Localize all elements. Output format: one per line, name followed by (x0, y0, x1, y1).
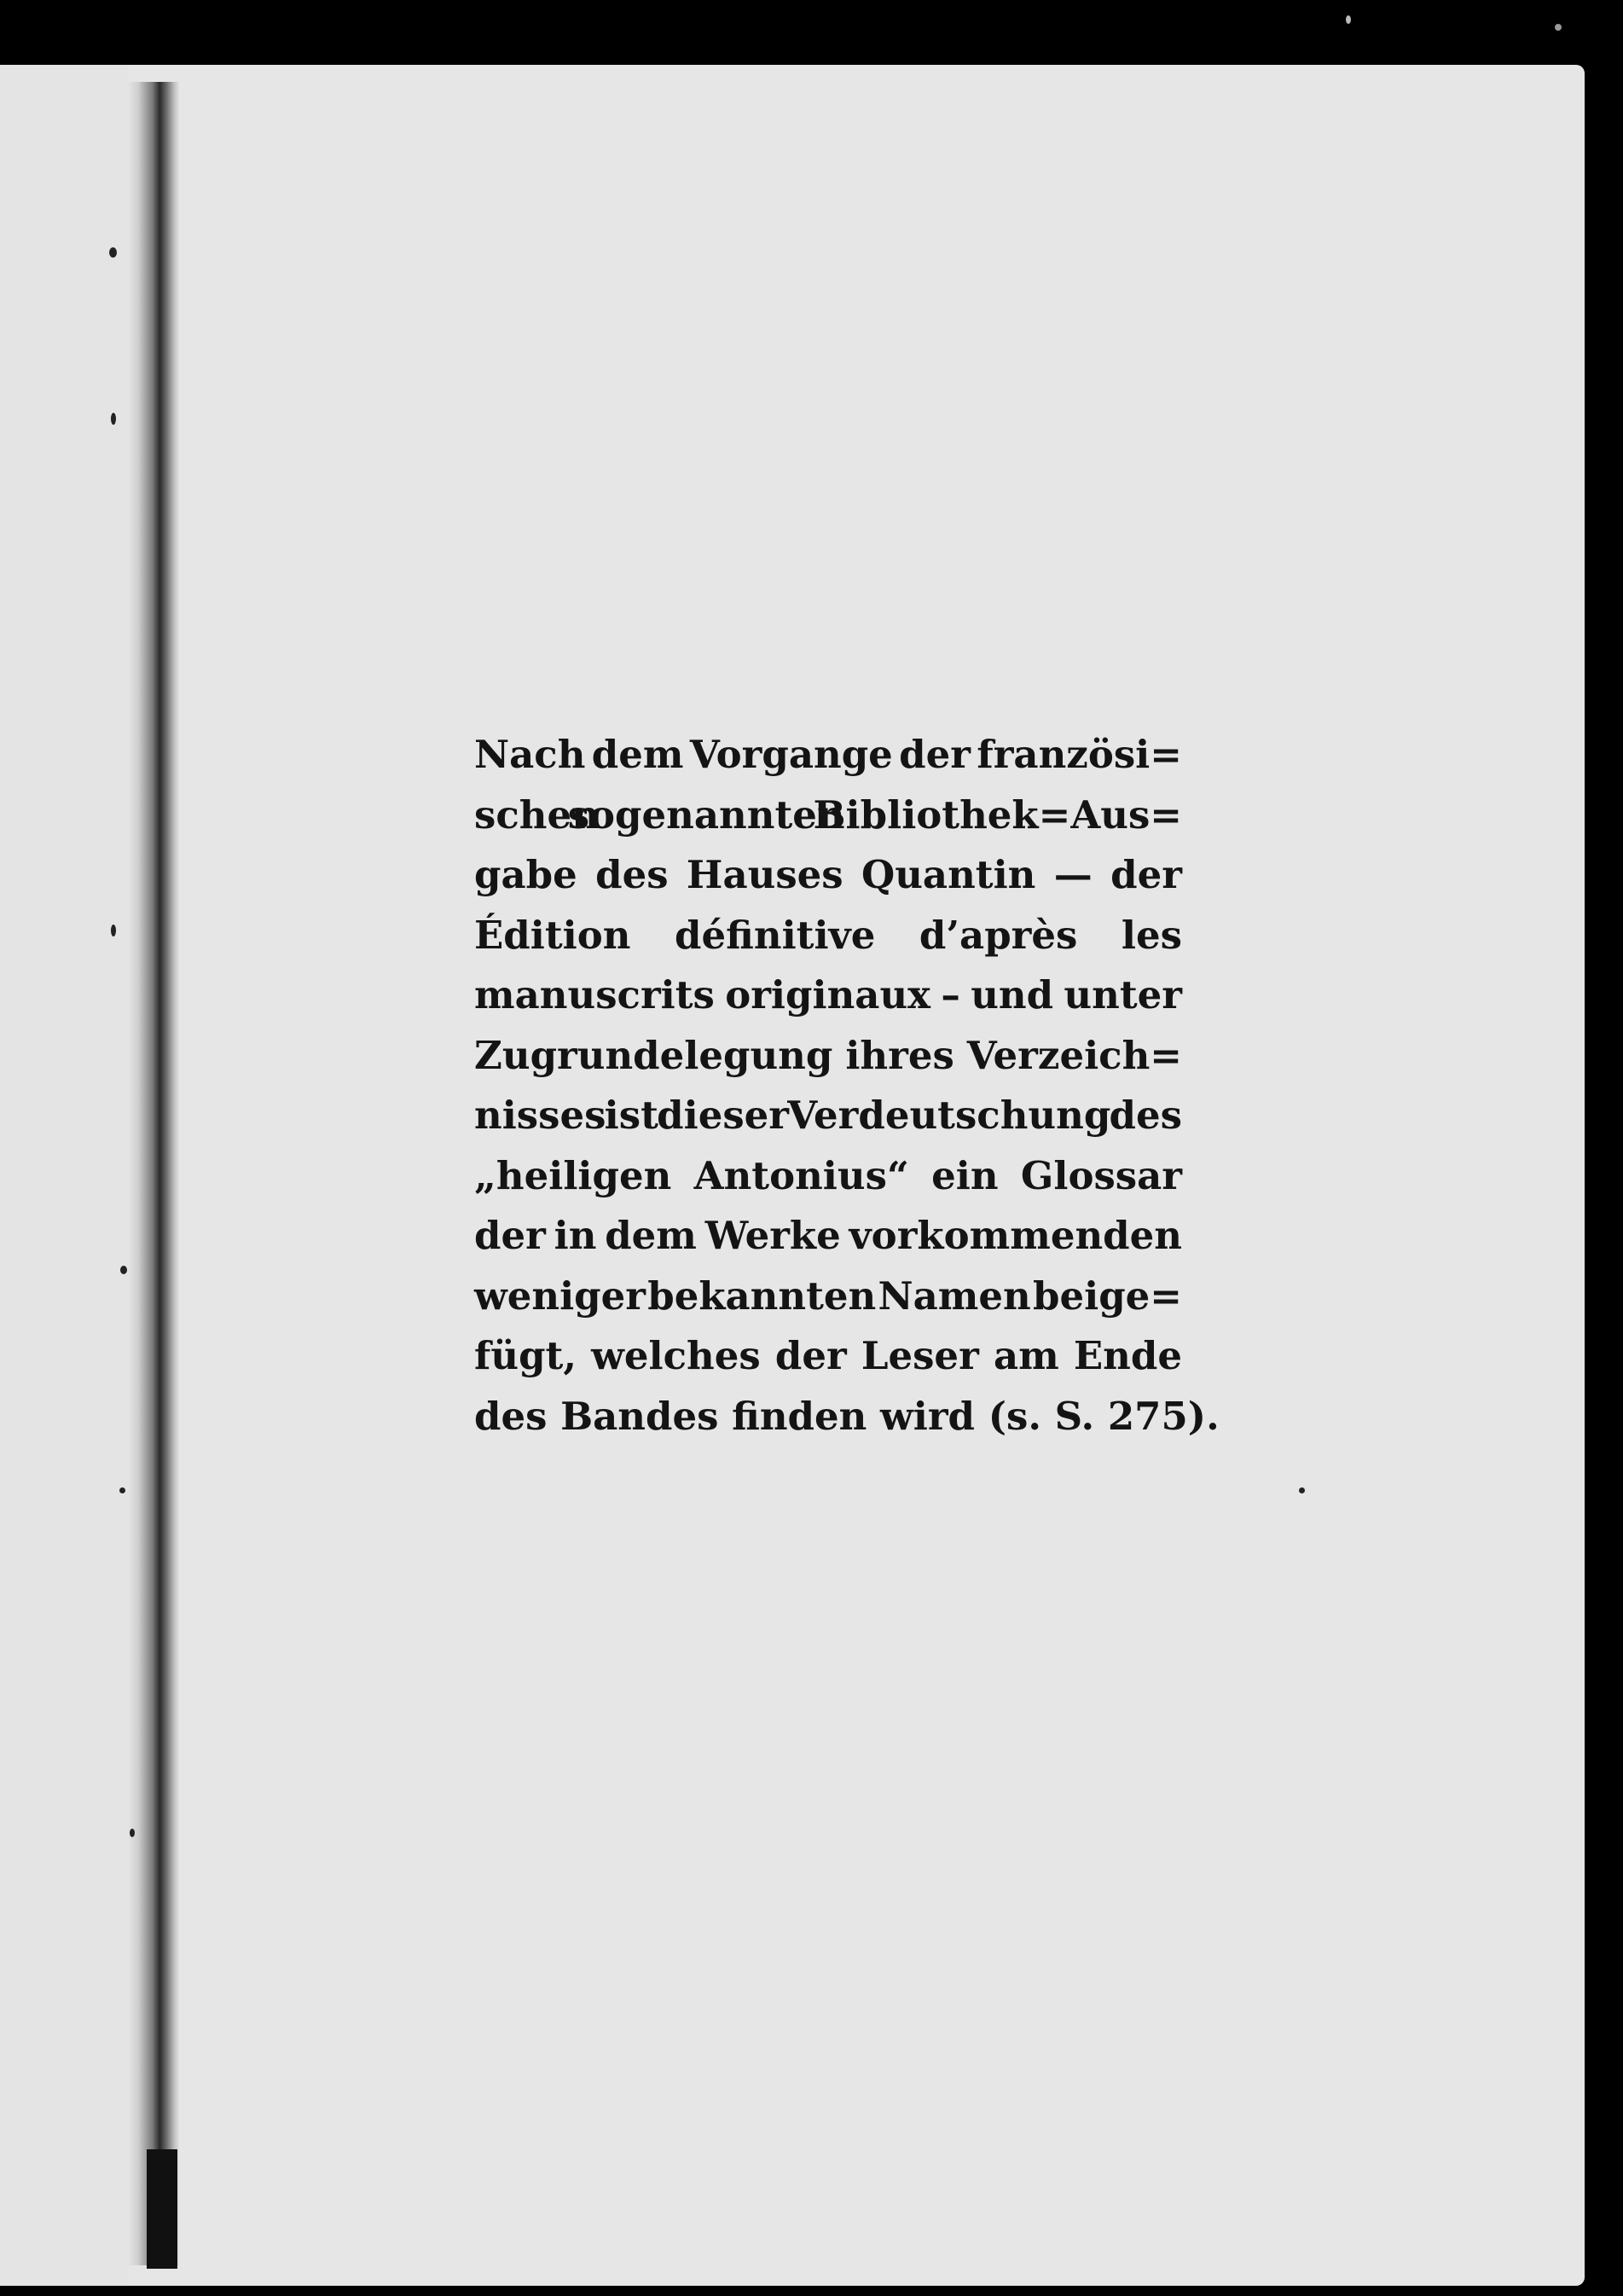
paragraph-line: schen sogenannten Bibliothek=Aus= (474, 791, 1182, 838)
paragraph-line: manuscrits originaux – und unter (474, 972, 1182, 1018)
paragraph-line: fügt, welches der Leser am Ende (474, 1333, 1182, 1378)
paragraph-line: Nach dem Vorgange der französi= (474, 732, 1182, 777)
dust-speck (111, 925, 116, 936)
dust-speck (111, 413, 116, 425)
paragraph-line: nisses ist dieser Verdeutschung des (474, 1093, 1182, 1138)
paragraph-line: „heiligen Antonius“ ein Glossar (474, 1152, 1182, 1198)
paragraph-line: Édition définitive d’après les (474, 912, 1182, 958)
left-page-edge (0, 65, 128, 2286)
dust-speck (1299, 1487, 1305, 1493)
paragraph-line: weniger bekannten Namen beige= (474, 1273, 1182, 1319)
dust-speck (1555, 24, 1562, 31)
paragraph-line: der in dem Werke vorkommenden (474, 1213, 1182, 1258)
dust-speck (130, 1829, 135, 1837)
dust-speck (109, 247, 117, 258)
dust-speck (120, 1266, 127, 1274)
dust-speck (119, 1487, 125, 1493)
dust-speck (1346, 15, 1351, 24)
preface-paragraph (474, 725, 1220, 1447)
paragraph-line: des Bandes finden wird (s. S. 275). (474, 1393, 1220, 1439)
book-gutter (128, 82, 179, 2265)
gutter-shadow (147, 2149, 177, 2269)
paragraph-line: gabe des Hauses Quantin — der (474, 852, 1182, 897)
paragraph-line: Zugrundelegung ihres Verzeich= (474, 1032, 1182, 1078)
